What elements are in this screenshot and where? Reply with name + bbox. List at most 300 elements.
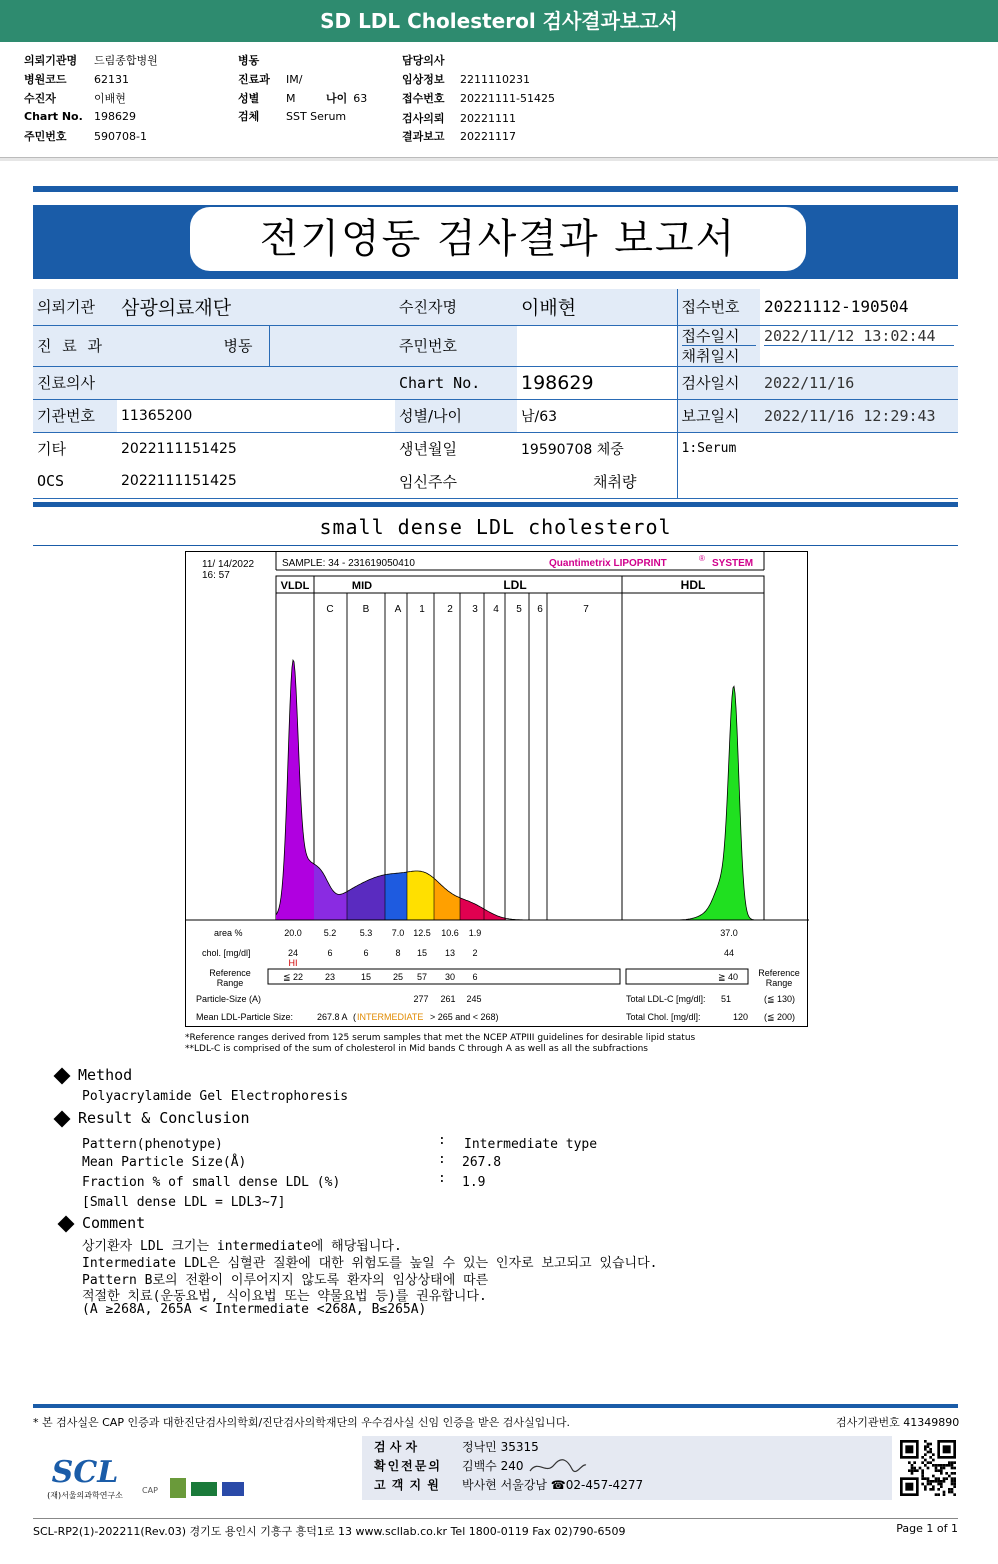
qr-module — [940, 1469, 943, 1472]
qr-module — [932, 1475, 935, 1478]
qr-module — [924, 1440, 927, 1443]
qr-module — [948, 1464, 951, 1467]
qr-module — [943, 1480, 946, 1483]
qr-module — [911, 1472, 914, 1475]
label-cell: 진 료 과 — [33, 325, 117, 366]
divider — [33, 1404, 958, 1408]
ref-value: 23 — [324, 972, 336, 982]
result-heading: Result & Conclusion — [56, 1109, 250, 1127]
qr-module — [937, 1493, 940, 1496]
label-cell: 접수번호 — [677, 289, 760, 325]
info-value: 20221117 — [460, 130, 516, 143]
area-value: 10.6 — [441, 928, 459, 938]
info-value: 20221111 — [460, 112, 516, 125]
qr-module — [951, 1477, 954, 1480]
cert-logo-icon — [170, 1478, 186, 1498]
qr-module — [921, 1475, 924, 1478]
institution-number: 검사기관번호 41349890 — [836, 1416, 960, 1429]
area-value: 20.0 — [284, 928, 302, 938]
diamond-bullet-icon — [54, 1067, 71, 1084]
band-group-label: LDL — [503, 578, 527, 592]
qr-module — [937, 1477, 940, 1480]
info-value: 590708-1 — [94, 130, 147, 143]
qr-module — [932, 1453, 935, 1456]
ref-values — [283, 972, 478, 982]
qr-module — [948, 1488, 951, 1491]
cert-logo-icon — [191, 1482, 217, 1496]
info-key: 진료과 — [238, 73, 270, 86]
label-cell: 주민번호 — [395, 325, 517, 366]
info-key: 검체 — [238, 110, 260, 123]
chart-sample: SAMPLE: 34 - 231619050410 — [282, 558, 415, 569]
qr-module — [937, 1469, 940, 1472]
label-cell: 수진자명 — [395, 289, 517, 325]
accreditation-note: * 본 검사실은 CAP 인증과 대한진단검사의학회/진단검사의학재단의 우수검사실 신임 인증을 받은 검사실입니다. — [33, 1416, 571, 1429]
total-ldl-value: 51 — [720, 994, 731, 1004]
label-cell: 기관번호 — [33, 399, 117, 432]
info-key: 병원코드 — [24, 73, 67, 86]
result-label: Pattern(phenotype) — [82, 1137, 223, 1152]
qr-module — [921, 1469, 924, 1472]
info-value: M — [286, 92, 296, 105]
qr-module — [929, 1483, 932, 1486]
info-key: 검사의뢰 — [402, 112, 445, 125]
value-cell: 20221112-190504 — [760, 289, 958, 325]
ref-value: 25 — [392, 972, 404, 982]
chol-value: 13 — [444, 948, 456, 958]
info-row — [24, 52, 158, 68]
info-key: Chart No. — [24, 110, 83, 123]
cert-logo-icon — [222, 1482, 244, 1496]
area-value: 7.0 — [391, 928, 405, 938]
result-sep: : — [438, 1133, 446, 1148]
info-key: 결과보고 — [402, 130, 445, 143]
chol-value: 6 — [327, 948, 333, 958]
qr-module — [929, 1443, 932, 1446]
info-row — [402, 90, 555, 106]
cap-logo-icon: CAP — [142, 1486, 158, 1495]
qr-module — [935, 1464, 938, 1467]
qr-module — [948, 1491, 951, 1494]
divider — [33, 545, 958, 546]
qr-module — [951, 1488, 954, 1491]
qr-module — [953, 1461, 956, 1464]
qr-module — [940, 1480, 943, 1483]
result-label: Fraction % of small dense LDL (%) — [82, 1175, 341, 1190]
qr-module — [951, 1483, 954, 1486]
comment-line: Pattern B로의 전환이 이루어지지 않도록 환자의 임상상태에 따른 — [82, 1273, 489, 1288]
band-labels — [326, 604, 589, 615]
ref-value: 15 — [360, 972, 372, 982]
label-cell: 검사일시 — [677, 366, 760, 399]
qr-module — [945, 1464, 948, 1467]
specimen-cell: 1:Serum — [677, 432, 958, 498]
qr-module — [935, 1469, 938, 1472]
label-cell: 기타 — [37, 440, 66, 459]
qr-finder — [905, 1445, 913, 1453]
qr-module — [929, 1488, 932, 1491]
total-chol-value: 120 — [732, 1012, 748, 1022]
result-value: 1.9 — [462, 1175, 486, 1190]
info-value: SST Serum — [286, 110, 347, 123]
ref-label: Range — [216, 978, 244, 988]
lipoprint-chart — [185, 551, 808, 1027]
info-value: 198629 — [94, 110, 136, 123]
qr-module — [940, 1485, 943, 1488]
qr-code-icon — [900, 1440, 956, 1496]
qr-module — [932, 1464, 935, 1467]
info-row — [24, 110, 136, 123]
info-key: 병동 — [238, 54, 260, 67]
value-cell: 병동 — [117, 325, 269, 366]
footnote: **LDL-C is comprised of the sum of cholesterol in Mid bands C through A as well as all the subfractions — [185, 1044, 648, 1054]
qr-module — [932, 1480, 935, 1483]
value-cell: 19590708 체중 — [521, 441, 624, 458]
qr-module — [951, 1491, 954, 1494]
particle-value: 261 — [440, 994, 456, 1004]
divider — [33, 502, 958, 507]
qr-module — [951, 1464, 954, 1467]
comment-line: 상기환자 LDL 크기는 intermediate에 해당됩니다. — [82, 1239, 402, 1254]
value-cell: 2022/11/16 — [760, 366, 958, 399]
qr-module — [937, 1480, 940, 1483]
result-sep: : — [438, 1152, 446, 1167]
qr-module — [943, 1464, 946, 1467]
info-row — [402, 71, 530, 87]
label-cell: OCS — [33, 465, 117, 498]
qr-module — [951, 1472, 954, 1475]
chart-brand-tail: SYSTEM — [712, 558, 754, 569]
qr-module — [935, 1493, 938, 1496]
band-label: C — [326, 604, 334, 615]
qr-module — [927, 1451, 930, 1454]
value-cell: 2022/11/12 13:02:44 — [760, 325, 958, 366]
qr-module — [943, 1467, 946, 1470]
info-row — [238, 108, 346, 124]
qr-finder — [943, 1445, 951, 1453]
ref-label: Reference — [209, 968, 251, 978]
qr-module — [913, 1467, 916, 1470]
value-cell: 남/63 — [517, 399, 677, 432]
info-row — [24, 90, 126, 106]
qr-module — [921, 1477, 924, 1480]
value-cell: 2022111151425 — [117, 465, 395, 498]
info-row — [402, 110, 516, 126]
band-label: B — [362, 604, 370, 615]
method-heading: Method — [56, 1066, 132, 1084]
qr-module — [932, 1485, 935, 1488]
curve-region — [407, 871, 434, 920]
total-chol-label: Total Chol. [mg/dl]: — [626, 1012, 701, 1022]
qr-finder — [905, 1483, 913, 1491]
result-sep: : — [438, 1171, 446, 1186]
ref-value: 57 — [416, 972, 428, 982]
chol-value: 6 — [363, 948, 369, 958]
value-cell — [117, 366, 395, 399]
label-cell: 접수일시 채취일시 — [677, 325, 760, 366]
qr-module — [948, 1475, 951, 1478]
ref-value: 30 — [444, 972, 456, 982]
value-cell: 채취량 — [517, 465, 677, 498]
report-header-title: SD LDL Cholesterol 검사결과보고서 — [0, 0, 998, 42]
signature-row: 확인전문의 김백수 240 — [374, 1457, 588, 1475]
total-chol-ref: (≦ 200) — [764, 1012, 796, 1022]
curve-region — [385, 872, 407, 920]
qr-module — [929, 1451, 932, 1454]
qr-module — [935, 1477, 938, 1480]
qr-module — [921, 1483, 924, 1486]
qr-module — [913, 1469, 916, 1472]
chol-value: 44 — [723, 948, 735, 958]
qr-module — [913, 1461, 916, 1464]
chol-values — [288, 948, 734, 958]
qr-module — [940, 1472, 943, 1475]
chol-label: chol. [mg/dl] — [202, 948, 251, 958]
ref-label: Range — [765, 978, 793, 988]
qr-module — [951, 1461, 954, 1464]
qr-module — [911, 1464, 914, 1467]
qr-module — [940, 1483, 943, 1486]
qr-module — [951, 1467, 954, 1470]
area-label: area % — [214, 928, 243, 938]
ref-value: ≦ 22 — [282, 972, 304, 982]
diamond-bullet-icon — [58, 1215, 75, 1232]
band-group-label: HDL — [680, 578, 706, 592]
qr-module — [921, 1456, 924, 1459]
qr-module — [951, 1480, 954, 1483]
area-value: 12.5 — [413, 928, 431, 938]
qr-module — [924, 1477, 927, 1480]
patient-info-table — [33, 289, 958, 499]
ref-value: 6 — [472, 972, 478, 982]
label-cell: 임신주수 — [395, 465, 517, 498]
electrophoresis-chart — [186, 552, 809, 1028]
diamond-bullet-icon — [54, 1110, 71, 1127]
info-row — [24, 128, 147, 144]
chart-date: 11/ 14/2022 — [202, 559, 255, 570]
qr-module — [940, 1464, 943, 1467]
info-row — [24, 71, 129, 87]
qr-module — [927, 1480, 930, 1483]
value-cell: 삼광의료재단 — [117, 289, 395, 325]
qr-module — [932, 1459, 935, 1462]
qr-module — [932, 1488, 935, 1491]
report-title: 전기영동 검사결과 보고서 — [190, 207, 806, 271]
qr-module — [927, 1467, 930, 1470]
band-label: 7 — [583, 604, 589, 615]
qr-module — [924, 1445, 927, 1448]
qr-module — [911, 1467, 914, 1470]
qr-module — [921, 1472, 924, 1475]
curve-region — [276, 660, 314, 920]
curve-region — [434, 878, 460, 920]
qr-module — [935, 1467, 938, 1470]
comment-line: 적절한 치료(운동요법, 식이요법 또는 약물요법 등)를 권유합니다. — [82, 1289, 487, 1304]
qr-module — [929, 1480, 932, 1483]
result-label: Mean Particle Size(Å) — [82, 1155, 247, 1170]
qr-module — [908, 1469, 911, 1472]
qr-module — [953, 1480, 956, 1483]
footer-contact: SCL-RP2(1)-202211(Rev.03) 경기도 용인시 기흥구 흥덕1로 13 www.scllab.co.kr Tel 1800-0119 Fax 02)790-6509 — [33, 1525, 626, 1538]
info-row — [238, 71, 302, 87]
mean-open: ( — [353, 1012, 356, 1022]
info-value: 이배현 — [94, 92, 126, 105]
result-value: Intermediate type — [464, 1137, 598, 1152]
footnote: *Reference ranges derived from 125 serum samples that met the NCEP ATPIII guidelines for desirable lipid status — [185, 1033, 696, 1043]
qr-module — [943, 1477, 946, 1480]
qr-module — [953, 1483, 956, 1486]
value-cell: 2022/11/16 12:29:43 — [760, 399, 958, 432]
value-cell: 2022111151425 — [121, 440, 237, 457]
qr-module — [927, 1477, 930, 1480]
band-label: 4 — [493, 604, 499, 615]
info-key: 성별 — [238, 92, 260, 105]
hi-flag: HI — [288, 958, 298, 968]
particle-value: 245 — [466, 994, 482, 1004]
value-cell — [269, 325, 395, 366]
qr-module — [953, 1467, 956, 1470]
total-ldl-label: Total LDL-C [mg/dl]: — [626, 994, 706, 1004]
area-value: 37.0 — [720, 928, 738, 938]
qr-module — [937, 1483, 940, 1486]
value-cell — [517, 325, 677, 366]
mean-range: > 265 and < 268) — [430, 1012, 499, 1022]
qr-module — [924, 1453, 927, 1456]
area-value: 1.9 — [468, 928, 482, 938]
value-cell: 이배현 — [517, 289, 677, 325]
info-value: IM/ — [286, 73, 303, 86]
label-cell: 보고일시 — [677, 399, 760, 432]
qr-module — [929, 1456, 932, 1459]
band-label: 6 — [537, 604, 543, 615]
info-key: 접수번호 — [402, 92, 445, 105]
band-group-label: MID — [351, 580, 373, 592]
qr-module — [953, 1472, 956, 1475]
total-ldl-ref: (≦ 130) — [764, 994, 796, 1004]
age-value: 63 — [353, 92, 368, 105]
mean-label: Mean LDL-Particle Size: — [196, 1012, 294, 1022]
info-key: 임상정보 — [402, 73, 445, 86]
band-label: 3 — [472, 604, 478, 615]
qr-module — [945, 1472, 948, 1475]
qr-module — [943, 1493, 946, 1496]
band-label: A — [394, 604, 402, 615]
label-cell: 진료의사 — [33, 366, 117, 399]
scl-logo: SCL (재)서울의과학연구소 — [47, 1455, 123, 1500]
qr-module — [921, 1461, 924, 1464]
curve-region — [686, 686, 761, 920]
chart-footnotes — [185, 1033, 695, 1055]
footer-bar — [33, 1518, 958, 1539]
info-row — [238, 90, 367, 106]
info-value: 62131 — [94, 73, 129, 86]
band-lines — [347, 593, 622, 920]
area-value: 5.3 — [359, 928, 373, 938]
qr-module — [953, 1485, 956, 1488]
divider — [33, 186, 958, 192]
chol-value: 24 — [287, 948, 299, 958]
chol-value: 15 — [416, 948, 428, 958]
result-note: [Small dense LDL = LDL3~7] — [82, 1195, 286, 1210]
particle-value: 277 — [413, 994, 429, 1004]
band-group-label: VLDL — [280, 580, 310, 592]
info-value: 20221111-51425 — [460, 92, 555, 105]
label-cell: 성별/나이 — [395, 399, 517, 432]
signature-icon — [528, 1459, 588, 1475]
mean-flag: INTERMEDIATE — [357, 1012, 424, 1022]
particle-label: Particle-Size (A) — [196, 994, 262, 1004]
label-cell: 생년월일 — [399, 440, 457, 459]
qr-module — [924, 1459, 927, 1462]
qr-module — [919, 1467, 922, 1470]
qr-module — [916, 1469, 919, 1472]
info-row — [402, 128, 516, 144]
qr-module — [953, 1493, 956, 1496]
densitometry-curve — [276, 593, 764, 920]
area-value: 5.2 — [323, 928, 337, 938]
qr-module — [940, 1467, 943, 1470]
divider — [33, 277, 958, 279]
label-cell: 의뢰기관 — [33, 289, 117, 325]
info-value: 2211110231 — [460, 73, 530, 86]
info-key: 의뢰기관명 — [24, 54, 78, 67]
qr-module — [945, 1477, 948, 1480]
curve-region — [314, 864, 347, 920]
qr-module — [929, 1461, 932, 1464]
qr-module — [935, 1480, 938, 1483]
signature-box — [362, 1436, 892, 1500]
curve-outline — [276, 660, 622, 920]
chart-brand-mark: ® — [699, 554, 705, 563]
qr-module — [924, 1485, 927, 1488]
comment-line: (A ≥268A, 265A < Intermediate <268A, B≤265A) — [82, 1302, 427, 1317]
signature-row: 고 객 지 원 박사현 서울강남 ☎02-457-4277 — [374, 1478, 644, 1492]
ref-label: Reference — [758, 968, 800, 978]
value-cell: 198629 — [517, 366, 677, 399]
qr-module — [937, 1488, 940, 1491]
qr-module — [924, 1464, 927, 1467]
qr-module — [927, 1445, 930, 1448]
qr-module — [927, 1461, 930, 1464]
certification-logos — [135, 1478, 260, 1504]
info-row — [238, 52, 286, 68]
comment-heading: Comment — [60, 1214, 145, 1232]
qr-module — [924, 1488, 927, 1491]
page-number: Page 1 of 1 — [896, 1522, 958, 1535]
request-info-panel — [0, 42, 998, 158]
info-value: 드림종합병원 — [94, 54, 158, 67]
band-label: 1 — [419, 604, 425, 615]
qr-module — [937, 1464, 940, 1467]
info-key: 담당의사 — [402, 54, 445, 67]
mean-value: 267.8 A — [317, 1012, 348, 1022]
age-key: 나이 — [326, 92, 348, 105]
qr-module — [924, 1448, 927, 1451]
method-text: Polyacrylamide Gel Electrophoresis — [82, 1089, 349, 1104]
chart-brand: Quantimetrix LIPOPRINT — [549, 558, 667, 569]
chart-section-title: small dense LDL cholesterol — [319, 515, 672, 539]
info-row — [402, 52, 460, 68]
info-key: 수진자 — [24, 92, 56, 105]
result-value: 267.8 — [462, 1155, 502, 1170]
info-key: 주민번호 — [24, 130, 67, 143]
band-label: 5 — [516, 604, 522, 615]
chol-value: 2 — [472, 948, 478, 958]
qr-module — [929, 1448, 932, 1451]
chol-value: 8 — [395, 948, 401, 958]
ref-hdl: ≧ 40 — [717, 972, 738, 982]
value-cell: 11365200 — [117, 399, 395, 432]
